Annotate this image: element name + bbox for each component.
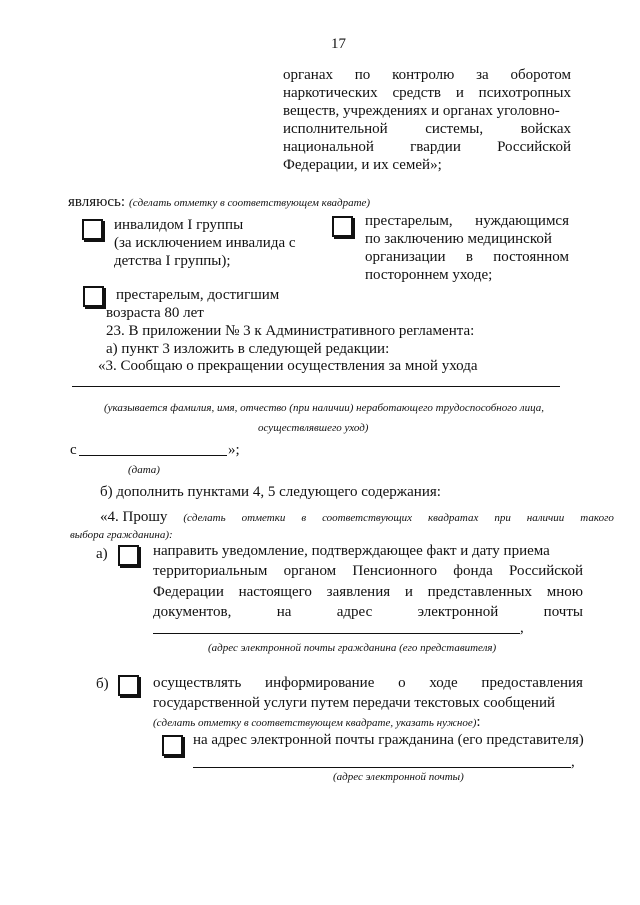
being-hint: (сделать отметку в соответствующем квадрате) <box>129 197 371 209</box>
word: наличии <box>526 512 565 524</box>
word: в <box>465 249 473 265</box>
option-b-hint: (сделать отметку в соответствующем квадрате, указать нужное) <box>153 717 477 729</box>
word: о <box>398 675 406 691</box>
word: территориальным <box>153 563 268 579</box>
option1-line-3: детства I группы); <box>114 253 231 269</box>
option1-line-2: (за исключением инвалида с <box>114 235 296 251</box>
word: гвардии <box>410 139 461 155</box>
word: Федерации <box>153 584 224 600</box>
option1-line-1: инвалидом I группы <box>114 217 244 233</box>
page-number: 17 <box>331 36 346 52</box>
word: в <box>301 512 307 524</box>
intro-line-1 <box>283 66 571 84</box>
word: на <box>276 604 292 620</box>
sms-inform-checkbox[interactable] <box>118 675 139 696</box>
sub-email-checkbox[interactable] <box>162 735 183 756</box>
item23-line-3: «3. Сообщаю о прекращении осуществления за мной ухода <box>98 358 478 374</box>
option3-line-2: возраста 80 лет <box>106 305 204 321</box>
intro-line-4 <box>283 120 571 138</box>
elderly-care-checkbox[interactable] <box>332 216 353 237</box>
email-address-hint: (адрес электронной почты гражданина (его представителя) <box>208 642 497 654</box>
elderly-80-checkbox[interactable] <box>83 286 104 307</box>
word: настоящего <box>238 584 312 600</box>
caregiver-name-hint: (указывается фамилия, имя, отчество (при наличии) неработающего трудоспособного лица, <box>104 402 544 414</box>
date-from-label: с <box>70 442 77 458</box>
word: представленных <box>427 584 532 600</box>
option3-line-1: престарелым, достигшим <box>116 287 280 303</box>
email-address-line[interactable] <box>153 633 520 634</box>
word: заявления <box>326 584 391 600</box>
word: мною <box>546 584 583 600</box>
word: и <box>455 85 464 101</box>
word: почты <box>543 604 583 620</box>
caregiver-name-line[interactable] <box>72 386 560 387</box>
word: оборотом <box>510 67 571 83</box>
word: Пенсионного <box>352 563 437 579</box>
word: по <box>354 67 371 83</box>
word: Российской <box>497 139 571 155</box>
option2-line-2: по заключению медицинской <box>365 231 552 247</box>
word: осуществлять <box>153 675 242 691</box>
being-row <box>68 193 370 211</box>
option2-line-1 <box>365 212 569 230</box>
word: престарелым, <box>365 213 453 229</box>
sub-email-line-end: , <box>571 754 575 770</box>
p4-line-1 <box>100 508 614 526</box>
word: и <box>404 584 413 600</box>
date-quote-end: »; <box>228 442 240 458</box>
word: соответствующих <box>322 512 413 524</box>
word: Российской <box>509 563 583 579</box>
option-a-label: а) <box>96 546 108 562</box>
word: контролю <box>392 67 455 83</box>
intro-line-5 <box>283 138 571 156</box>
option-a-line-4 <box>153 603 583 621</box>
word: средств <box>392 85 442 101</box>
option-b-line-1 <box>153 674 583 692</box>
item23-line-1: 23. В приложении № 3 к Административного регламента: <box>106 323 475 339</box>
option-b-hint-row <box>153 713 481 731</box>
p4-lead: «4. Прошу <box>100 509 168 525</box>
word: адрес <box>336 604 373 620</box>
date-line[interactable] <box>79 455 227 456</box>
intro-line-6: Федерации, и их семей»; <box>283 157 442 173</box>
word: при <box>494 512 511 524</box>
being-label: являюсь: <box>68 194 126 210</box>
word: ходе <box>429 675 458 691</box>
word: нуждающимся <box>475 213 569 229</box>
sub-email-address-line[interactable] <box>193 767 571 768</box>
disabled-group1-checkbox[interactable] <box>82 219 103 240</box>
item-b-line: б) дополнить пунктами 4, 5 следующего содержания: <box>100 484 441 500</box>
email-line-end: , <box>520 620 524 636</box>
word: (сделать <box>183 512 226 524</box>
option-a-line-3 <box>153 583 583 601</box>
option2-line-3 <box>365 248 569 266</box>
word: постоянном <box>493 249 569 265</box>
notify-email-checkbox[interactable] <box>118 545 139 566</box>
word: исполнительной <box>283 121 388 137</box>
word: квадратах <box>427 512 479 524</box>
intro-line-3: веществ, учреждениях и органах уголовно- <box>283 103 560 119</box>
word: предоставления <box>481 675 583 691</box>
word: наркотических <box>283 85 378 101</box>
option-b-hint-colon: : <box>476 714 481 730</box>
p4-hint-line-2: выбора гражданина): <box>70 529 173 541</box>
intro-line-2 <box>283 84 571 102</box>
word: национальной <box>283 139 374 155</box>
option-a-line-1: направить уведомление, подтверждающее факт и дату приема <box>153 543 550 559</box>
sub-email-label: на адрес электронной почты гражданина (его представителя) <box>193 732 584 748</box>
word: органом <box>283 563 337 579</box>
word: системы, <box>425 121 484 137</box>
word: организации <box>365 249 446 265</box>
option-a-line-2 <box>153 562 583 580</box>
date-hint: (дата) <box>128 464 160 476</box>
word: информирование <box>265 675 375 691</box>
word: за <box>476 67 489 83</box>
word: электронной <box>417 604 499 620</box>
item23-line-2: а) пункт 3 изложить в следующей редакции: <box>106 341 390 357</box>
caregiver-name-hint-2: осуществлявшего уход) <box>258 422 369 434</box>
word: отметки <box>241 512 286 524</box>
option-b-label: б) <box>96 676 109 692</box>
word: фонда <box>453 563 493 579</box>
word: такого <box>580 512 614 524</box>
option2-line-4: постороннем уходе; <box>365 267 493 283</box>
word: органах <box>283 67 333 83</box>
word: психотропных <box>478 85 571 101</box>
sub-email-hint: (адрес электронной почты) <box>333 771 464 783</box>
word: войсках <box>520 121 571 137</box>
word: документов, <box>153 604 232 620</box>
option-b-line-2: государственной услуги путем передачи текстовых сообщений <box>153 695 555 711</box>
